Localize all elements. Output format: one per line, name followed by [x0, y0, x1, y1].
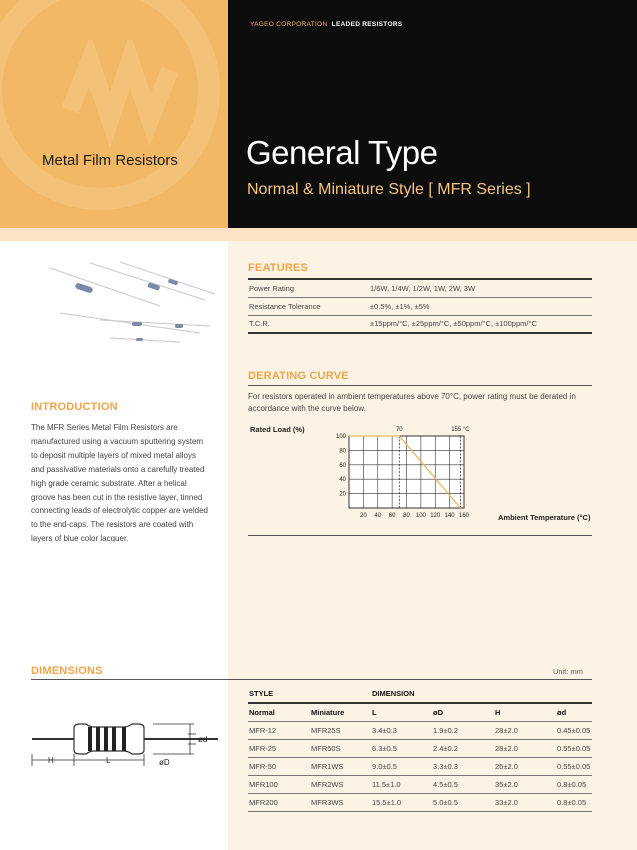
y-tick-label: 100: [335, 434, 346, 440]
x-tick-label: 60: [388, 513, 396, 519]
x-tick-label: 20: [360, 513, 367, 519]
feature-label: T.C.R.: [248, 315, 369, 333]
divider: [31, 679, 592, 680]
cell: 9.0±0.5: [371, 757, 432, 775]
cell: 33±2.0: [494, 793, 556, 811]
derating-heading: DERATING CURVE: [248, 370, 349, 382]
cell: 6.3±0.5: [371, 739, 432, 757]
group-header-dimension: DIMENSION: [372, 689, 415, 698]
resistor-dimension-diagram: [28, 718, 218, 773]
product-category: LEADED RESISTORS: [331, 21, 403, 28]
y-tick-label: 60: [339, 462, 346, 469]
cell: MFR-25: [248, 739, 310, 757]
cell: 28±2.0: [494, 739, 556, 757]
dim-label-l: L: [106, 756, 111, 765]
divider: [248, 385, 592, 386]
introduction-heading: INTRODUCTION: [31, 401, 118, 413]
cell: 15.5±1.0: [371, 793, 432, 811]
dimensions-heading: DIMENSIONS: [31, 665, 103, 677]
cell: 0.8±0.05: [556, 775, 592, 793]
y-tick-label: 80: [339, 448, 346, 455]
cell: 0.8±0.05: [556, 793, 592, 811]
feature-value: ±15ppm/°C, ±25ppm/°C, ±50ppm/°C, ±100ppm/°C: [369, 315, 592, 333]
cell: MFR-12: [248, 721, 310, 739]
column-header: øD: [432, 703, 494, 721]
column-header: Normal: [248, 703, 310, 721]
dimensions-table: [248, 685, 592, 812]
column-header: Miniature: [310, 703, 371, 721]
cell: MFR1WS: [310, 757, 371, 775]
introduction-text: The MFR Series Metal Film Resistors are manufactured using a vacuum sputtering system to deposit multiple layers of mixed metal alloys and passivative materials onto a carefully treated high grade ceramic substrate. After a helical groove has been cut in the resistive layer, tinned connecting leads of electrolytic copper are welded to the end-caps. The resistors are coated with layers of blue color lacquer.: [31, 423, 208, 544]
table-row: [248, 297, 592, 315]
unit-label: Unit: mm: [553, 667, 583, 676]
cell: 26±2.0: [494, 757, 556, 775]
cell: 5.0±0.5: [432, 793, 494, 811]
derating-description: For resistors operated in ambient temperatures above 70°C, power rating must be derated in accordance with the curve below.: [248, 392, 576, 413]
features-heading: FEATURES: [248, 262, 309, 274]
dim-label-diameter: øD: [159, 758, 170, 767]
cell: 0.45±0.05: [556, 721, 592, 739]
table-row: [248, 775, 592, 793]
page-subtitle: Normal & Miniature Style [ MFR Series ]: [247, 181, 531, 198]
column-header: L: [371, 703, 432, 721]
cell: MFR-50: [248, 757, 310, 775]
cell: 4.5±0.5: [432, 775, 494, 793]
cell: 28±2.0: [494, 721, 556, 739]
feature-value: ±0.5%, ±1%, ±5%: [369, 297, 592, 315]
company-line: [250, 21, 402, 28]
cell: 3.4±0.3: [371, 721, 432, 739]
group-header-style: STYLE: [249, 689, 274, 698]
cell: 2.4±0.2: [432, 739, 494, 757]
x-tick-label: 120: [430, 513, 441, 519]
header-strip: [0, 228, 637, 241]
cell: 11.5±1.0: [371, 775, 432, 793]
table-row: [248, 739, 592, 757]
cell: 3.3±0.3: [432, 757, 494, 775]
feature-label: Resistance Tolerance: [248, 297, 369, 315]
y-tick-label: 40: [339, 477, 346, 484]
feature-label: Power Rating: [248, 279, 369, 297]
table-row: [248, 315, 592, 333]
cell: 35±2.0: [494, 775, 556, 793]
company-name: YAGEO CORPORATION: [250, 21, 328, 28]
features-table: [248, 278, 592, 334]
annotation-label: 155 °C: [451, 427, 470, 433]
x-tick-label: 80: [403, 513, 410, 519]
divider: [248, 535, 592, 536]
derating-chart: [248, 420, 596, 532]
column-header: H: [494, 703, 556, 721]
resistor-watermark-icon: [60, 40, 180, 150]
resistor-body: [74, 724, 144, 754]
cell: 0.55±0.05: [556, 757, 592, 775]
column-header: ød: [556, 703, 592, 721]
table-group-header: [248, 685, 592, 703]
dim-label-lead-diameter: ød: [198, 735, 208, 744]
resistors-photo: [40, 258, 220, 348]
table-row: [248, 757, 592, 775]
cell: MFR100: [248, 775, 310, 793]
dim-label-h: H: [48, 756, 54, 765]
x-tick-label: 100: [415, 513, 426, 519]
table-row: [248, 793, 592, 811]
product-family-title: Metal Film Resistors: [42, 152, 178, 169]
cell: MFR2WS: [310, 775, 371, 793]
cell: MFR25S: [310, 721, 371, 739]
x-axis-label: Ambient Temperature (°C): [498, 513, 591, 522]
feature-value: 1/6W, 1/4W, 1/2W, 1W, 2W, 3W: [369, 279, 592, 297]
cell: MFR3WS: [310, 793, 371, 811]
y-tick-label: 20: [339, 491, 346, 498]
cell: 1.9±0.2: [432, 721, 494, 739]
table-row: [248, 279, 592, 297]
x-tick-label: 160: [458, 513, 470, 519]
cell: 0.55±0.05: [556, 739, 592, 757]
x-tick-label: 140: [444, 513, 455, 519]
table-row: [248, 721, 592, 739]
cell: MFR50S: [310, 739, 371, 757]
y-axis-label: Rated Load (%): [250, 425, 305, 434]
header-accent-panel: [0, 0, 228, 228]
cell: MFR200: [248, 793, 310, 811]
annotation-label: 70: [395, 427, 403, 433]
page-title: General Type: [246, 134, 438, 171]
table-header-row: [248, 703, 592, 721]
x-tick-label: 40: [374, 513, 382, 519]
